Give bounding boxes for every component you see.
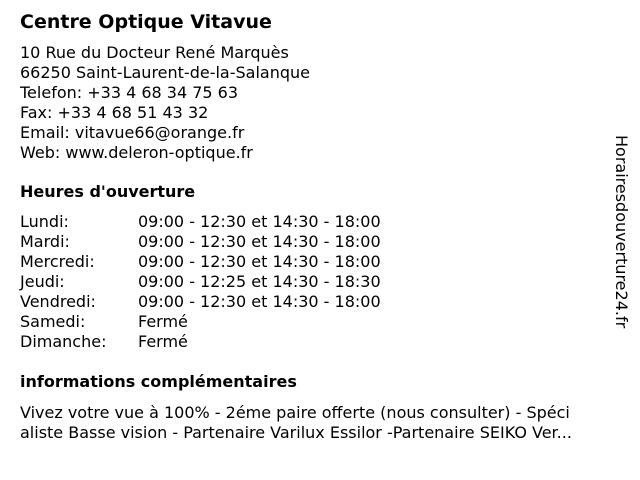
email-address[interactable]: Email: vitavue66@orange.fr (20, 123, 245, 142)
day-label: Vendredi: (20, 292, 96, 311)
day-label: Mercredi: (20, 252, 95, 271)
info-line-2: aliste Basse vision - Partenaire Varilux Essilor -Partenaire SEIKO Ver... (20, 423, 572, 442)
hours-row-thursday (20, 272, 620, 292)
day-label: Dimanche: (20, 332, 107, 351)
day-label: Samedi: (20, 312, 86, 331)
day-hours: 09:00 - 12:30 et 14:30 - 18:00 (138, 252, 381, 271)
day-label: Jeudi: (20, 272, 65, 291)
day-label: Mardi: (20, 232, 70, 251)
hours-row-sunday (20, 332, 620, 352)
info-description (20, 403, 632, 443)
fax-number: Fax: +33 4 68 51 43 32 (20, 103, 209, 122)
hours-heading: Heures d'ouverture (20, 182, 196, 201)
info-line-1: Vivez votre vue à 100% - 2éme paire offerte (nous consulter) - Spéci (20, 403, 570, 422)
info-heading: informations complémentaires (20, 372, 297, 391)
hours-row-friday (20, 292, 620, 312)
day-hours: 09:00 - 12:30 et 14:30 - 18:00 (138, 232, 381, 251)
address-street: 10 Rue du Docteur René Marquès (20, 43, 289, 62)
opening-hours-table (20, 212, 620, 352)
business-name: Centre Optique Vitavue (20, 11, 272, 33)
website-link[interactable]: Web: www.deleron-optique.fr (20, 143, 253, 162)
day-hours: Fermé (138, 332, 188, 351)
hours-row-monday (20, 212, 620, 232)
site-watermark: Horairesdouverture24.fr (612, 135, 631, 329)
day-hours: 09:00 - 12:25 et 14:30 - 18:30 (138, 272, 381, 291)
day-hours: 09:00 - 12:30 et 14:30 - 18:00 (138, 212, 381, 231)
business-card (20, 8, 620, 443)
hours-row-tuesday (20, 232, 620, 252)
day-label: Lundi: (20, 212, 69, 231)
hours-row-wednesday (20, 252, 620, 272)
phone-number[interactable]: Telefon: +33 4 68 34 75 63 (20, 83, 239, 102)
day-hours: Fermé (138, 312, 188, 331)
address-city: 66250 Saint-Laurent-de-la-Salanque (20, 63, 310, 82)
day-hours: 09:00 - 12:30 et 14:30 - 18:00 (138, 292, 381, 311)
hours-row-saturday (20, 312, 620, 332)
